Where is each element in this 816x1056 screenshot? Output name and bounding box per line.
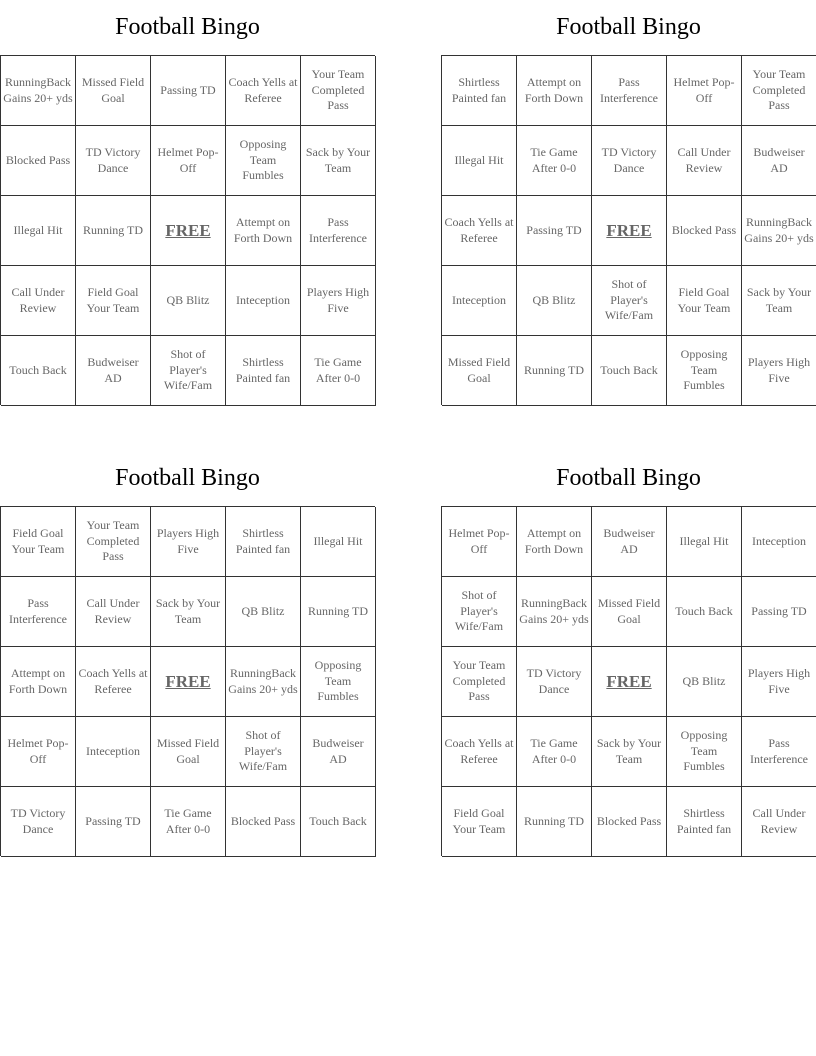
bingo-cell: Your Team Completed Pass bbox=[301, 56, 376, 126]
bingo-cell: Coach Yells at Referee bbox=[76, 647, 151, 717]
bingo-cell: Missed Field Goal bbox=[151, 717, 226, 787]
free-space-cell: FREE bbox=[592, 647, 667, 717]
bingo-cell: Touch Back bbox=[1, 336, 76, 406]
bingo-cell: Missed Field Goal bbox=[76, 56, 151, 126]
bingo-cell: QB Blitz bbox=[667, 647, 742, 717]
bingo-cell: Shot of Player's Wife/Fam bbox=[442, 577, 517, 647]
bingo-cell: Blocked Pass bbox=[1, 126, 76, 196]
free-space-cell: FREE bbox=[151, 196, 226, 266]
bingo-cell: Players High Five bbox=[742, 647, 816, 717]
bingo-cell: Field Goal Your Team bbox=[1, 507, 76, 577]
bingo-cell: Shirtless Painted fan bbox=[226, 336, 301, 406]
bingo-cell: Missed Field Goal bbox=[592, 577, 667, 647]
bingo-cell: Tie Game After 0-0 bbox=[301, 336, 376, 406]
bingo-cell: Call Under Review bbox=[667, 126, 742, 196]
bingo-cell: Shot of Player's Wife/Fam bbox=[226, 717, 301, 787]
bingo-cell: Inteception bbox=[742, 507, 816, 577]
bingo-cell: Budweiser AD bbox=[742, 126, 816, 196]
bingo-cell: Call Under Review bbox=[742, 787, 816, 857]
bingo-cell: Opposing Team Fumbles bbox=[667, 336, 742, 406]
bingo-cell: Helmet Pop-Off bbox=[1, 717, 76, 787]
bingo-cell: Budweiser AD bbox=[76, 336, 151, 406]
bingo-card-3 bbox=[0, 451, 375, 856]
bingo-cell: Players High Five bbox=[151, 507, 226, 577]
bingo-cell: Pass Interference bbox=[1, 577, 76, 647]
bingo-cell: Your Team Completed Pass bbox=[442, 647, 517, 717]
bingo-cell: Shirtless Painted fan bbox=[667, 787, 742, 857]
bingo-cell: Inteception bbox=[226, 266, 301, 336]
bingo-cell: Your Team Completed Pass bbox=[76, 507, 151, 577]
bingo-cell: Missed Field Goal bbox=[442, 336, 517, 406]
bingo-grid bbox=[0, 55, 375, 405]
free-space-cell: FREE bbox=[151, 647, 226, 717]
bingo-cell: Passing TD bbox=[742, 577, 816, 647]
bingo-cell: Passing TD bbox=[517, 196, 592, 266]
bingo-cell: TD Victory Dance bbox=[1, 787, 76, 857]
bingo-grid bbox=[0, 506, 375, 856]
card-title: Football Bingo bbox=[556, 14, 701, 40]
bingo-cell: Illegal Hit bbox=[667, 507, 742, 577]
bingo-cell: Pass Interference bbox=[592, 56, 667, 126]
bingo-cell: Your Team Completed Pass bbox=[742, 56, 816, 126]
bingo-cell: Shot of Player's Wife/Fam bbox=[592, 266, 667, 336]
bingo-cell: Running TD bbox=[76, 196, 151, 266]
bingo-cell: Players High Five bbox=[301, 266, 376, 336]
bingo-cell: Running TD bbox=[301, 577, 376, 647]
bingo-cell: Players High Five bbox=[742, 336, 816, 406]
card-title: Football Bingo bbox=[556, 465, 701, 491]
bingo-cell: Inteception bbox=[76, 717, 151, 787]
bingo-cell: Opposing Team Fumbles bbox=[667, 717, 742, 787]
bingo-cell: QB Blitz bbox=[517, 266, 592, 336]
bingo-cell: Attempt on Forth Down bbox=[1, 647, 76, 717]
bingo-cell: Blocked Pass bbox=[226, 787, 301, 857]
bingo-card-2 bbox=[441, 0, 816, 405]
bingo-cell: Pass Interference bbox=[301, 196, 376, 266]
bingo-cell: Attempt on Forth Down bbox=[517, 507, 592, 577]
bingo-cell: Passing TD bbox=[76, 787, 151, 857]
bingo-cell: Call Under Review bbox=[76, 577, 151, 647]
bingo-cell: RunningBack Gains 20+ yds bbox=[517, 577, 592, 647]
bingo-card-1 bbox=[0, 0, 375, 405]
bingo-cell: Shirtless Painted fan bbox=[442, 56, 517, 126]
bingo-cell: QB Blitz bbox=[226, 577, 301, 647]
bingo-cell: Tie Game After 0-0 bbox=[151, 787, 226, 857]
card-title: Football Bingo bbox=[115, 465, 260, 491]
bingo-cell: Running TD bbox=[517, 787, 592, 857]
bingo-cell: TD Victory Dance bbox=[76, 126, 151, 196]
bingo-cell: Inteception bbox=[442, 266, 517, 336]
bingo-cell: Running TD bbox=[517, 336, 592, 406]
bingo-cell: Pass Interference bbox=[742, 717, 816, 787]
bingo-cell: Blocked Pass bbox=[592, 787, 667, 857]
bingo-cell: Attempt on Forth Down bbox=[226, 196, 301, 266]
bingo-cell: Opposing Team Fumbles bbox=[226, 126, 301, 196]
bingo-cell: Opposing Team Fumbles bbox=[301, 647, 376, 717]
bingo-cell: QB Blitz bbox=[151, 266, 226, 336]
bingo-cell: TD Victory Dance bbox=[517, 647, 592, 717]
bingo-cell: Attempt on Forth Down bbox=[517, 56, 592, 126]
bingo-cell: Helmet Pop-Off bbox=[151, 126, 226, 196]
bingo-cell: Shot of Player's Wife/Fam bbox=[151, 336, 226, 406]
bingo-cell: Helmet Pop-Off bbox=[667, 56, 742, 126]
bingo-cell: Shirtless Painted fan bbox=[226, 507, 301, 577]
bingo-cell: Sack by Your Team bbox=[151, 577, 226, 647]
free-space-cell: FREE bbox=[592, 196, 667, 266]
bingo-cell: Budweiser AD bbox=[592, 507, 667, 577]
bingo-cell: Illegal Hit bbox=[442, 126, 517, 196]
bingo-cell: Coach Yells at Referee bbox=[226, 56, 301, 126]
bingo-cell: Helmet Pop-Off bbox=[442, 507, 517, 577]
bingo-cell: Passing TD bbox=[151, 56, 226, 126]
bingo-cell: Touch Back bbox=[592, 336, 667, 406]
bingo-cell: Tie Game After 0-0 bbox=[517, 717, 592, 787]
bingo-cell: Sack by Your Team bbox=[301, 126, 376, 196]
bingo-cell: Touch Back bbox=[301, 787, 376, 857]
card-title: Football Bingo bbox=[115, 14, 260, 40]
bingo-grid bbox=[441, 506, 816, 856]
bingo-card-4 bbox=[441, 451, 816, 856]
bingo-cell: Field Goal Your Team bbox=[667, 266, 742, 336]
bingo-cell: Tie Game After 0-0 bbox=[517, 126, 592, 196]
bingo-cell: TD Victory Dance bbox=[592, 126, 667, 196]
bingo-cell: Call Under Review bbox=[1, 266, 76, 336]
bingo-cell: Illegal Hit bbox=[301, 507, 376, 577]
bingo-cell: RunningBack Gains 20+ yds bbox=[226, 647, 301, 717]
bingo-cell: Field Goal Your Team bbox=[442, 787, 517, 857]
bingo-cell: Coach Yells at Referee bbox=[442, 717, 517, 787]
bingo-cell: Blocked Pass bbox=[667, 196, 742, 266]
bingo-cell: Sack by Your Team bbox=[742, 266, 816, 336]
bingo-cell: Illegal Hit bbox=[1, 196, 76, 266]
bingo-grid bbox=[441, 55, 816, 405]
bingo-cell: RunningBack Gains 20+ yds bbox=[1, 56, 76, 126]
bingo-cell: Field Goal Your Team bbox=[76, 266, 151, 336]
bingo-cell: RunningBack Gains 20+ yds bbox=[742, 196, 816, 266]
bingo-cell: Coach Yells at Referee bbox=[442, 196, 517, 266]
bingo-cell: Touch Back bbox=[667, 577, 742, 647]
bingo-cell: Sack by Your Team bbox=[592, 717, 667, 787]
bingo-cell: Budweiser AD bbox=[301, 717, 376, 787]
